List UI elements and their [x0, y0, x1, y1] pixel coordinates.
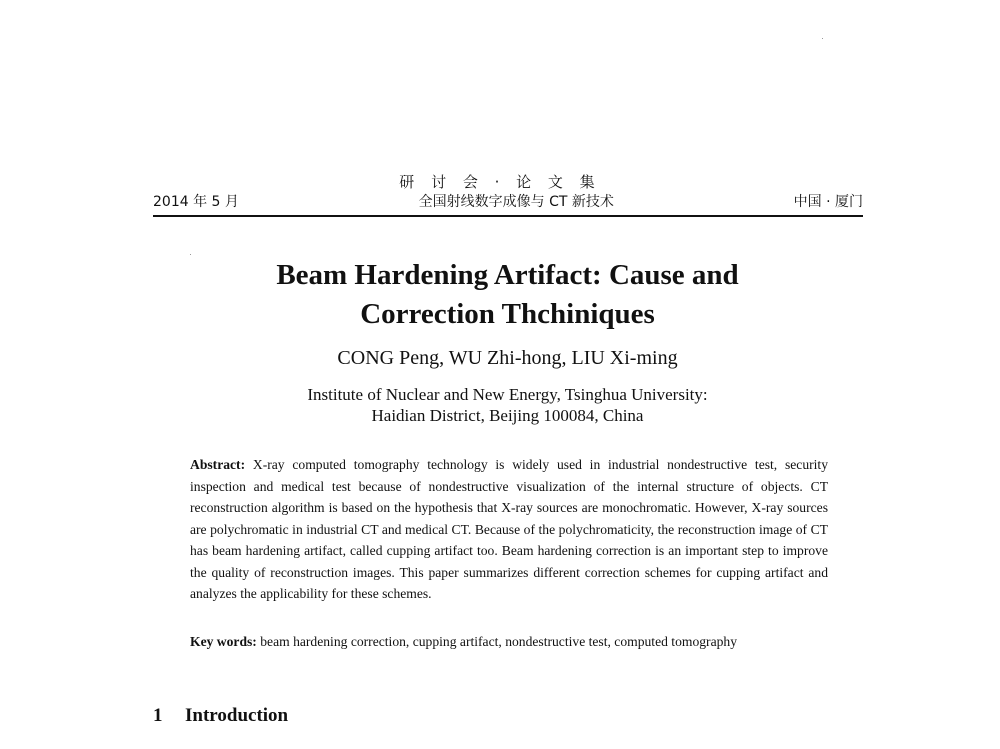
header-conference: 全国射线数字成像与 CT 新技术	[418, 194, 614, 210]
scan-speck	[190, 254, 191, 255]
abstract	[190, 454, 828, 605]
abstract-label: Abstract:	[190, 457, 246, 472]
section-number: 1	[153, 705, 163, 726]
keywords-label: Key words:	[190, 634, 257, 649]
keywords	[190, 634, 830, 650]
title-line-2: Correction Thchiniques	[360, 298, 655, 330]
section-heading	[153, 705, 288, 727]
affiliation-line-1: Institute of Nuclear and New Energy, Tsinghua University:	[307, 385, 708, 404]
running-header	[153, 191, 863, 217]
scan-speck	[822, 38, 823, 39]
abstract-text: X-ray computed tomography technology is widely used in industrial nondestructive test, security inspection and medical test because of nondestructive visualization of the internal structure of objects. CT reconstruction algorithm is based on the hypothesis that X-ray sources are monochromatic. However, X-ray sources are polychromatic in industrial CT and medical CT. Because of the polychromaticity, the reconstruction image of CT has beam hardening artifact, called cupping artifact too. Beam hardening correction is an important step to improve the quality of reconstruction images. This paper summarizes different correction schemes for cupping artifact and analyzes the applicability for these schemes.	[190, 457, 828, 601]
affiliation	[0, 384, 1000, 426]
proceedings-label: 研 讨 会 · 论 文 集	[399, 173, 601, 191]
header-date: 2014 年 5 月	[153, 194, 239, 210]
title-line-1: Beam Hardening Artifact: Cause and	[276, 259, 739, 291]
paper-title	[0, 256, 1000, 334]
header-location: 中国 · 厦门	[793, 194, 863, 210]
section-title: Introduction	[185, 705, 289, 726]
keywords-text: beam hardening correction, cupping artifact, nondestructive test, computed tomography	[260, 634, 737, 649]
affiliation-line-2: Haidian District, Beijing 100084, China	[371, 406, 644, 425]
authors: CONG Peng, WU Zhi-hong, LIU Xi-ming	[337, 347, 678, 369]
